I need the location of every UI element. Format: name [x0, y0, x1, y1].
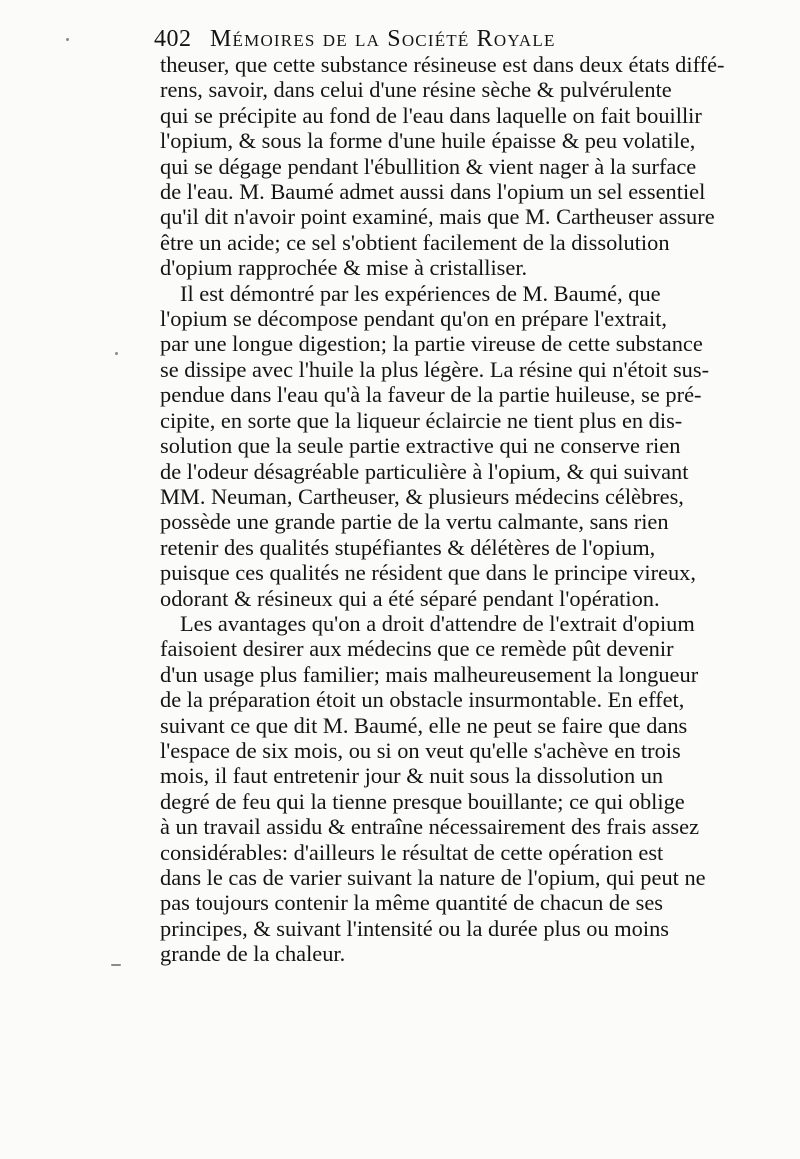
- paper-speck: [115, 352, 118, 355]
- running-title: Mémoires de la Société Royale: [210, 26, 556, 52]
- text-line: pendue dans l'eau qu'à la faveur de la partie huileuse, se pré-: [160, 382, 702, 408]
- page-header: [154, 26, 714, 53]
- text-line: puisque ces qualités ne résident que dans le principe vireux,: [160, 560, 696, 586]
- text-line: l'opium se décompose pendant qu'on en prépare l'extrait,: [160, 306, 668, 332]
- text-line: degré de feu qui la tienne presque bouillante; ce qui oblige: [160, 788, 685, 814]
- text-line: pas toujours contenir la même quantité de chacun de ses: [160, 890, 664, 916]
- paragraph: [160, 52, 770, 281]
- text-line: l'opium, & sous la forme d'une huile épaisse & peu volatile,: [160, 128, 696, 154]
- paper-speck: [66, 38, 69, 41]
- text-line: Les avantages qu'on a droit d'attendre de l'extrait d'opium: [180, 610, 695, 636]
- text-line: MM. Neuman, Cartheuser, & plusieurs médecins célèbres,: [160, 483, 684, 509]
- text-line: principes, & suivant l'intensité ou la durée plus ou moins: [160, 915, 669, 941]
- text-line: d'opium rapprochée & mise à cristalliser.: [160, 255, 528, 281]
- text-line: mois, il faut entretenir jour & nuit sous la dissolution un: [160, 763, 664, 789]
- text-line: qui se dégage pendant l'ébullition & vient nager à la surface: [160, 153, 697, 179]
- text-line: Il est démontré par les expériences de M. Baumé, que: [180, 280, 661, 306]
- text-line: odorant & résineux qui a été séparé pendant l'opération.: [160, 585, 660, 611]
- text-line: cipite, en sorte que la liqueur éclaircie ne tient plus en dis-: [160, 407, 683, 433]
- text-line: de l'odeur désagréable particulière à l'opium, & qui suivant: [160, 458, 689, 484]
- text-line: dans le cas de varier suivant la nature de l'opium, qui peut ne: [160, 865, 706, 890]
- body-text: [160, 52, 770, 967]
- text-line: par une longue digestion; la partie vireuse de cette substance: [160, 331, 703, 357]
- text-line: être un acide; ce sel s'obtient facilement de la dissolution: [160, 229, 670, 255]
- text-line: l'espace de six mois, ou si on veut qu'elle s'achève en trois: [160, 737, 681, 763]
- text-line: à un travail assidu & entraîne nécessairement des frais assez: [160, 814, 700, 840]
- text-line: faisoient desirer aux médecins que ce remède pût devenir: [160, 636, 674, 662]
- text-line: qu'il dit n'avoir point examiné, mais que M. Cartheuser assure: [160, 204, 715, 230]
- text-line: de la préparation étoit un obstacle insurmontable. En effet,: [160, 687, 685, 713]
- text-line: theuser, que cette substance résineuse est dans deux états diffé-: [160, 52, 725, 77]
- text-line: d'un usage plus familier; mais malheureusement la longueur: [160, 661, 699, 687]
- paragraph: [160, 281, 770, 611]
- text-line: de l'eau. M. Baumé admet aussi dans l'opium un sel essentiel: [160, 179, 706, 205]
- paragraph: [160, 611, 770, 967]
- text-line: considérables: d'ailleurs le résultat de cette opération est: [160, 839, 664, 865]
- paper-speck: [111, 964, 121, 966]
- text-line: retenir des qualités stupéfiantes & délétères de l'opium,: [160, 534, 656, 560]
- text-line: solution que la seule partie extractive qui ne conserve rien: [160, 433, 681, 459]
- text-line: possède une grande partie de la vertu calmante, sans rien: [160, 509, 669, 535]
- text-line: qui se précipite au fond de l'eau dans laquelle on fait bouillir: [160, 102, 702, 128]
- text-line: grande de la chaleur.: [160, 941, 346, 967]
- page-number: 402: [154, 26, 192, 52]
- text-line: rens, savoir, dans celui d'une résine sèche & pulvérulente: [160, 77, 672, 103]
- text-line: suivant ce que dit M. Baumé, elle ne peut se faire que dans: [160, 712, 688, 738]
- text-line: se dissipe avec l'huile la plus légère. La résine qui n'étoit sus-: [160, 356, 710, 382]
